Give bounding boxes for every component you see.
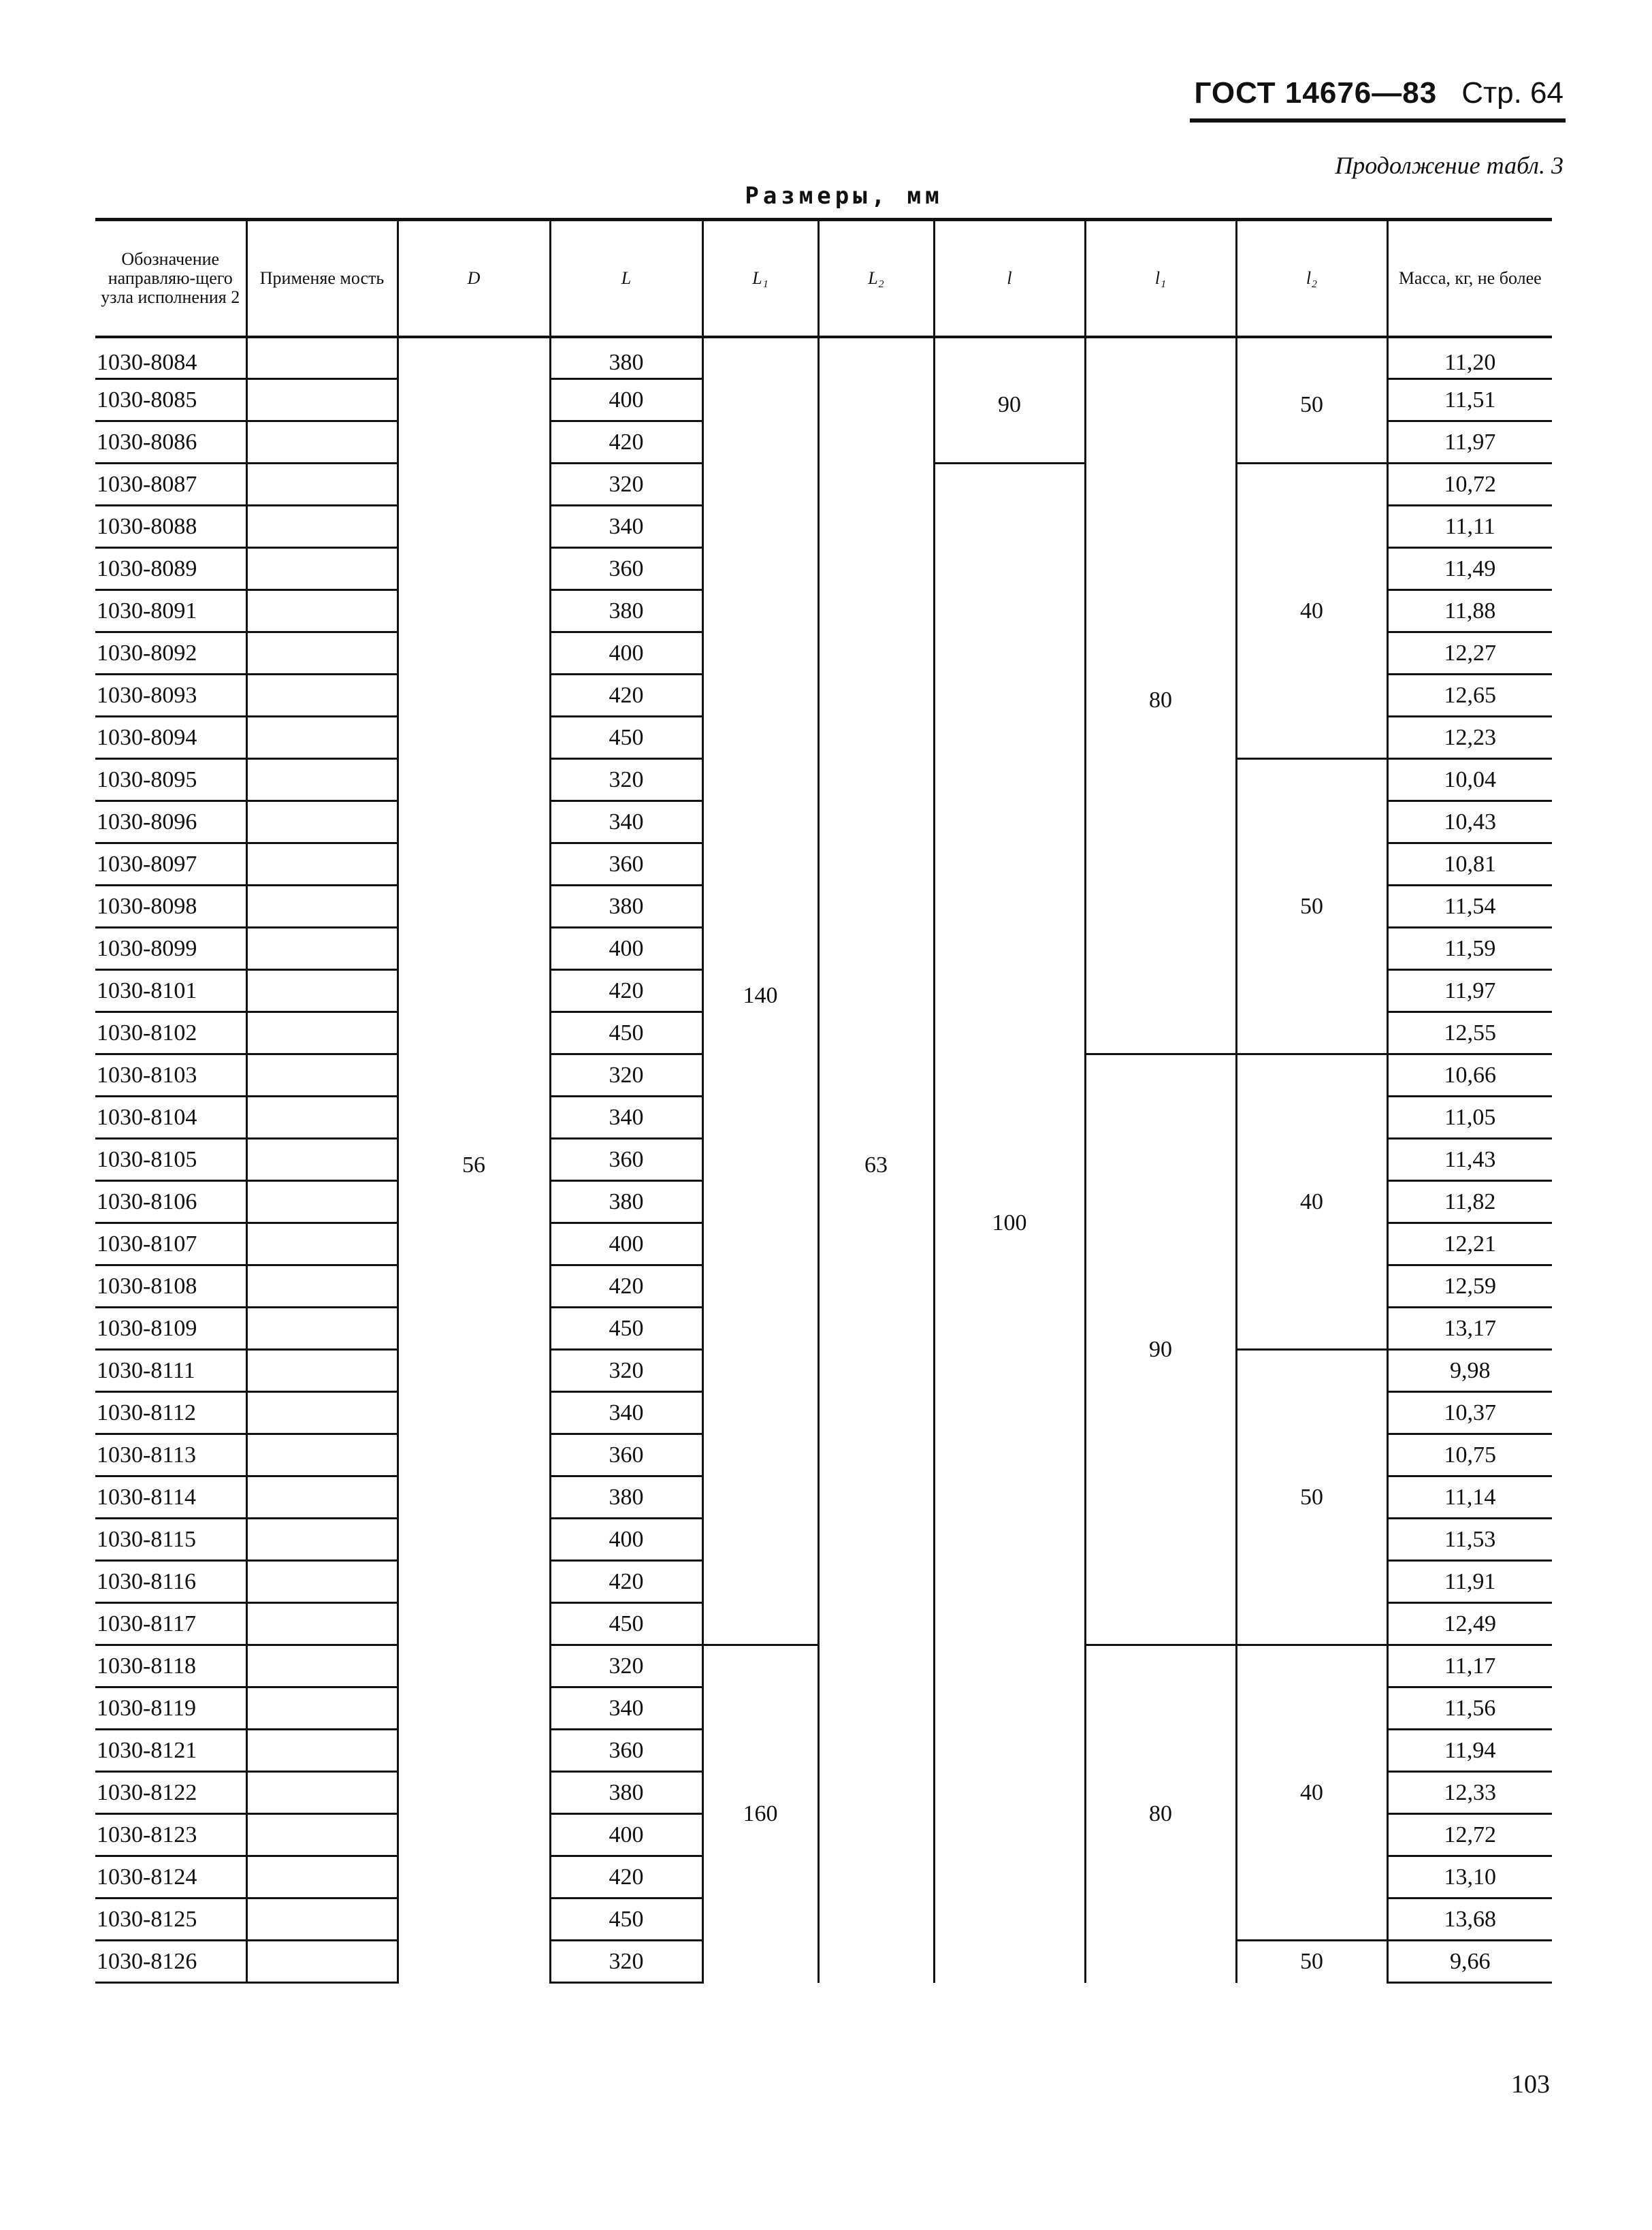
- cell-code: 1030-8113: [95, 1434, 246, 1476]
- cell-code: 1030-8108: [95, 1265, 246, 1308]
- cell-code: 1030-8093: [95, 675, 246, 717]
- cell-mass: 13,68: [1387, 1898, 1552, 1941]
- cell-applicability: [246, 1898, 398, 1941]
- cell-code: 1030-8111: [95, 1350, 246, 1392]
- cell-code: 1030-8123: [95, 1814, 246, 1856]
- cell-L: 420: [550, 970, 702, 1012]
- cell-code: 1030-8102: [95, 1012, 246, 1054]
- cell-code: 1030-8103: [95, 1054, 246, 1097]
- cell-code: 1030-8098: [95, 886, 246, 928]
- cell-L: 320: [550, 759, 702, 801]
- cell-mass: 11,17: [1387, 1645, 1552, 1687]
- header-l1: l₁: [1085, 220, 1236, 337]
- cell-L: 380: [550, 1476, 702, 1519]
- cell-L: 320: [550, 1941, 702, 1983]
- cell-code: 1030-8118: [95, 1645, 246, 1687]
- cell-L: 400: [550, 928, 702, 970]
- cell-L: 360: [550, 843, 702, 886]
- cell-mass: 11,82: [1387, 1181, 1552, 1223]
- header-l2: l₂: [1236, 220, 1387, 337]
- cell-L: 340: [550, 1097, 702, 1139]
- cell-applicability: [246, 1730, 398, 1772]
- table-row: [95, 337, 1552, 379]
- cell-L: 320: [550, 1645, 702, 1687]
- continuation-note: Продолжение табл. 3: [1335, 152, 1564, 179]
- cell-mass: 11,54: [1387, 886, 1552, 928]
- cell-applicability: [246, 1308, 398, 1350]
- cell-mass: 11,14: [1387, 1476, 1552, 1519]
- cell-code: 1030-8121: [95, 1730, 246, 1772]
- cell-L: 420: [550, 1561, 702, 1603]
- cell-mass: 11,91: [1387, 1561, 1552, 1603]
- cell-code: 1030-8125: [95, 1898, 246, 1941]
- cell-L: 450: [550, 1898, 702, 1941]
- cell-code: 1030-8109: [95, 1308, 246, 1350]
- cell-code: 1030-8089: [95, 548, 246, 590]
- cell-code: 1030-8101: [95, 970, 246, 1012]
- cell-L: 340: [550, 801, 702, 843]
- cell-L: 450: [550, 1603, 702, 1645]
- cell-L: 400: [550, 1519, 702, 1561]
- cell-applicability: [246, 464, 398, 506]
- cell-l2: 50: [1236, 337, 1387, 464]
- cell-l1: 80: [1085, 337, 1236, 1054]
- cell-applicability: [246, 675, 398, 717]
- cell-applicability: [246, 970, 398, 1012]
- cell-code: 1030-8105: [95, 1139, 246, 1181]
- cell-mass: 11,11: [1387, 506, 1552, 548]
- cell-code: 1030-8104: [95, 1097, 246, 1139]
- cell-mass: 11,53: [1387, 1519, 1552, 1561]
- cell-L: 360: [550, 1139, 702, 1181]
- cell-L: 450: [550, 717, 702, 759]
- cell-code: 1030-8097: [95, 843, 246, 886]
- cell-applicability: [246, 1181, 398, 1223]
- cell-l2: 50: [1236, 1941, 1387, 1983]
- cell-applicability: [246, 506, 398, 548]
- cell-applicability: [246, 1856, 398, 1898]
- cell-applicability: [246, 1561, 398, 1603]
- cell-mass: 11,97: [1387, 421, 1552, 464]
- cell-L: 380: [550, 1181, 702, 1223]
- cell-mass: 12,72: [1387, 1814, 1552, 1856]
- cell-mass: 11,94: [1387, 1730, 1552, 1772]
- header-L: L: [550, 220, 702, 337]
- cell-L: 320: [550, 1350, 702, 1392]
- header-L2: L₂: [818, 220, 934, 337]
- cell-L: 320: [550, 1054, 702, 1097]
- cell-code: 1030-8085: [95, 379, 246, 421]
- cell-L: 400: [550, 632, 702, 675]
- cell-mass: 12,49: [1387, 1603, 1552, 1645]
- units-caption: Размеры, мм: [745, 182, 943, 210]
- cell-code: 1030-8092: [95, 632, 246, 675]
- cell-applicability: [246, 886, 398, 928]
- cell-mass: 12,59: [1387, 1265, 1552, 1308]
- cell-applicability: [246, 801, 398, 843]
- cell-mass: 10,75: [1387, 1434, 1552, 1476]
- cell-applicability: [246, 337, 398, 379]
- cell-code: 1030-8107: [95, 1223, 246, 1265]
- cell-applicability: [246, 1519, 398, 1561]
- cell-mass: 11,20: [1387, 337, 1552, 379]
- cell-mass: 9,66: [1387, 1941, 1552, 1983]
- cell-mass: 13,10: [1387, 1856, 1552, 1898]
- cell-applicability: [246, 928, 398, 970]
- cell-code: 1030-8106: [95, 1181, 246, 1223]
- header-mass: Масса, кг, не более: [1387, 220, 1552, 337]
- cell-L: 420: [550, 1265, 702, 1308]
- cell-applicability: [246, 1139, 398, 1181]
- cell-L: 420: [550, 421, 702, 464]
- cell-applicability: [246, 1012, 398, 1054]
- header-L1: L₁: [702, 220, 818, 337]
- cell-l2: 63: [818, 337, 934, 1983]
- cell-applicability: [246, 421, 398, 464]
- cell-mass: 10,04: [1387, 759, 1552, 801]
- cell-code: 1030-8114: [95, 1476, 246, 1519]
- cell-l2: 40: [1236, 1645, 1387, 1941]
- cell-applicability: [246, 1814, 398, 1856]
- cell-L: 420: [550, 675, 702, 717]
- cell-mass: 12,55: [1387, 1012, 1552, 1054]
- cell-L: 380: [550, 590, 702, 632]
- cell-applicability: [246, 590, 398, 632]
- cell-applicability: [246, 1392, 398, 1434]
- page-number: 103: [1511, 2070, 1550, 2099]
- cell-applicability: [246, 1603, 398, 1645]
- cell-applicability: [246, 632, 398, 675]
- cell-code: 1030-8084: [95, 337, 246, 379]
- cell-code: 1030-8115: [95, 1519, 246, 1561]
- cell-l1: 90: [1085, 1054, 1236, 1645]
- cell-mass: 12,33: [1387, 1772, 1552, 1814]
- cell-mass: 11,97: [1387, 970, 1552, 1012]
- cell-l2: 50: [1236, 1350, 1387, 1645]
- cell-code: 1030-8099: [95, 928, 246, 970]
- cell-L: 400: [550, 379, 702, 421]
- cell-d: 56: [398, 337, 550, 1983]
- cell-code: 1030-8088: [95, 506, 246, 548]
- cell-code: 1030-8112: [95, 1392, 246, 1434]
- cell-code: 1030-8094: [95, 717, 246, 759]
- cell-mass: 11,88: [1387, 590, 1552, 632]
- cell-L: 450: [550, 1308, 702, 1350]
- cell-L: 400: [550, 1223, 702, 1265]
- cell-applicability: [246, 379, 398, 421]
- cell-mass: 11,59: [1387, 928, 1552, 970]
- cell-code: 1030-8086: [95, 421, 246, 464]
- cell-L: 360: [550, 548, 702, 590]
- cell-code: 1030-8095: [95, 759, 246, 801]
- cell-applicability: [246, 843, 398, 886]
- cell-L: 320: [550, 464, 702, 506]
- cell-applicability: [246, 1223, 398, 1265]
- header-D: D: [398, 220, 550, 337]
- cell-applicability: [246, 759, 398, 801]
- cell-L: 420: [550, 1856, 702, 1898]
- cell-mass: 11,51: [1387, 379, 1552, 421]
- dimensions-table: [95, 218, 1552, 1984]
- cell-mass: 9,98: [1387, 1350, 1552, 1392]
- cell-l1: 160: [702, 1645, 818, 1983]
- cell-applicability: [246, 1097, 398, 1139]
- header-l: l: [934, 220, 1085, 337]
- cell-L: 340: [550, 1687, 702, 1730]
- cell-l: 90: [934, 337, 1085, 464]
- header-code: Обозначение направляю-щего узла исполнения 2: [95, 220, 246, 337]
- cell-mass: 10,37: [1387, 1392, 1552, 1434]
- table-body: [95, 337, 1552, 1983]
- cell-applicability: [246, 1645, 398, 1687]
- cell-L: 450: [550, 1012, 702, 1054]
- cell-code: 1030-8117: [95, 1603, 246, 1645]
- cell-mass: 13,17: [1387, 1308, 1552, 1350]
- cell-l1: 140: [702, 337, 818, 1645]
- cell-code: 1030-8091: [95, 590, 246, 632]
- cell-mass: 11,05: [1387, 1097, 1552, 1139]
- cell-mass: 11,43: [1387, 1139, 1552, 1181]
- cell-applicability: [246, 1476, 398, 1519]
- cell-applicability: [246, 1941, 398, 1983]
- cell-mass: 10,43: [1387, 801, 1552, 843]
- cell-mass: 10,72: [1387, 464, 1552, 506]
- cell-applicability: [246, 1772, 398, 1814]
- standard-number: ГОСТ 14676—83: [1194, 76, 1438, 110]
- cell-L: 360: [550, 1434, 702, 1476]
- cell-l: 100: [934, 464, 1085, 1983]
- cell-l2: 40: [1236, 1054, 1387, 1350]
- cell-L: 380: [550, 886, 702, 928]
- cell-L: 380: [550, 337, 702, 379]
- cell-code: 1030-8087: [95, 464, 246, 506]
- cell-code: 1030-8119: [95, 1687, 246, 1730]
- cell-code: 1030-8124: [95, 1856, 246, 1898]
- cell-L: 400: [550, 1814, 702, 1856]
- table-header-row: [95, 220, 1552, 337]
- cell-mass: 10,81: [1387, 843, 1552, 886]
- cell-code: 1030-8116: [95, 1561, 246, 1603]
- cell-applicability: [246, 1054, 398, 1097]
- cell-applicability: [246, 1687, 398, 1730]
- cell-applicability: [246, 1350, 398, 1392]
- cell-L: 340: [550, 1392, 702, 1434]
- page-label: Стр. 64: [1461, 76, 1564, 110]
- cell-L: 340: [550, 506, 702, 548]
- header-rule: [1190, 118, 1566, 123]
- cell-mass: 10,66: [1387, 1054, 1552, 1097]
- cell-code: 1030-8126: [95, 1941, 246, 1983]
- cell-applicability: [246, 717, 398, 759]
- cell-mass: 12,65: [1387, 675, 1552, 717]
- cell-l2: 50: [1236, 759, 1387, 1054]
- cell-l2: 40: [1236, 464, 1387, 759]
- cell-mass: 12,23: [1387, 717, 1552, 759]
- cell-L: 380: [550, 1772, 702, 1814]
- header-applicability: Применяе мость: [246, 220, 398, 337]
- cell-mass: 11,49: [1387, 548, 1552, 590]
- page-header: [1195, 76, 1564, 110]
- cell-L: 360: [550, 1730, 702, 1772]
- cell-mass: 12,27: [1387, 632, 1552, 675]
- cell-applicability: [246, 1434, 398, 1476]
- cell-applicability: [246, 1265, 398, 1308]
- cell-l1: 80: [1085, 1645, 1236, 1983]
- cell-mass: 12,21: [1387, 1223, 1552, 1265]
- cell-mass: 11,56: [1387, 1687, 1552, 1730]
- cell-code: 1030-8122: [95, 1772, 246, 1814]
- cell-applicability: [246, 548, 398, 590]
- cell-code: 1030-8096: [95, 801, 246, 843]
